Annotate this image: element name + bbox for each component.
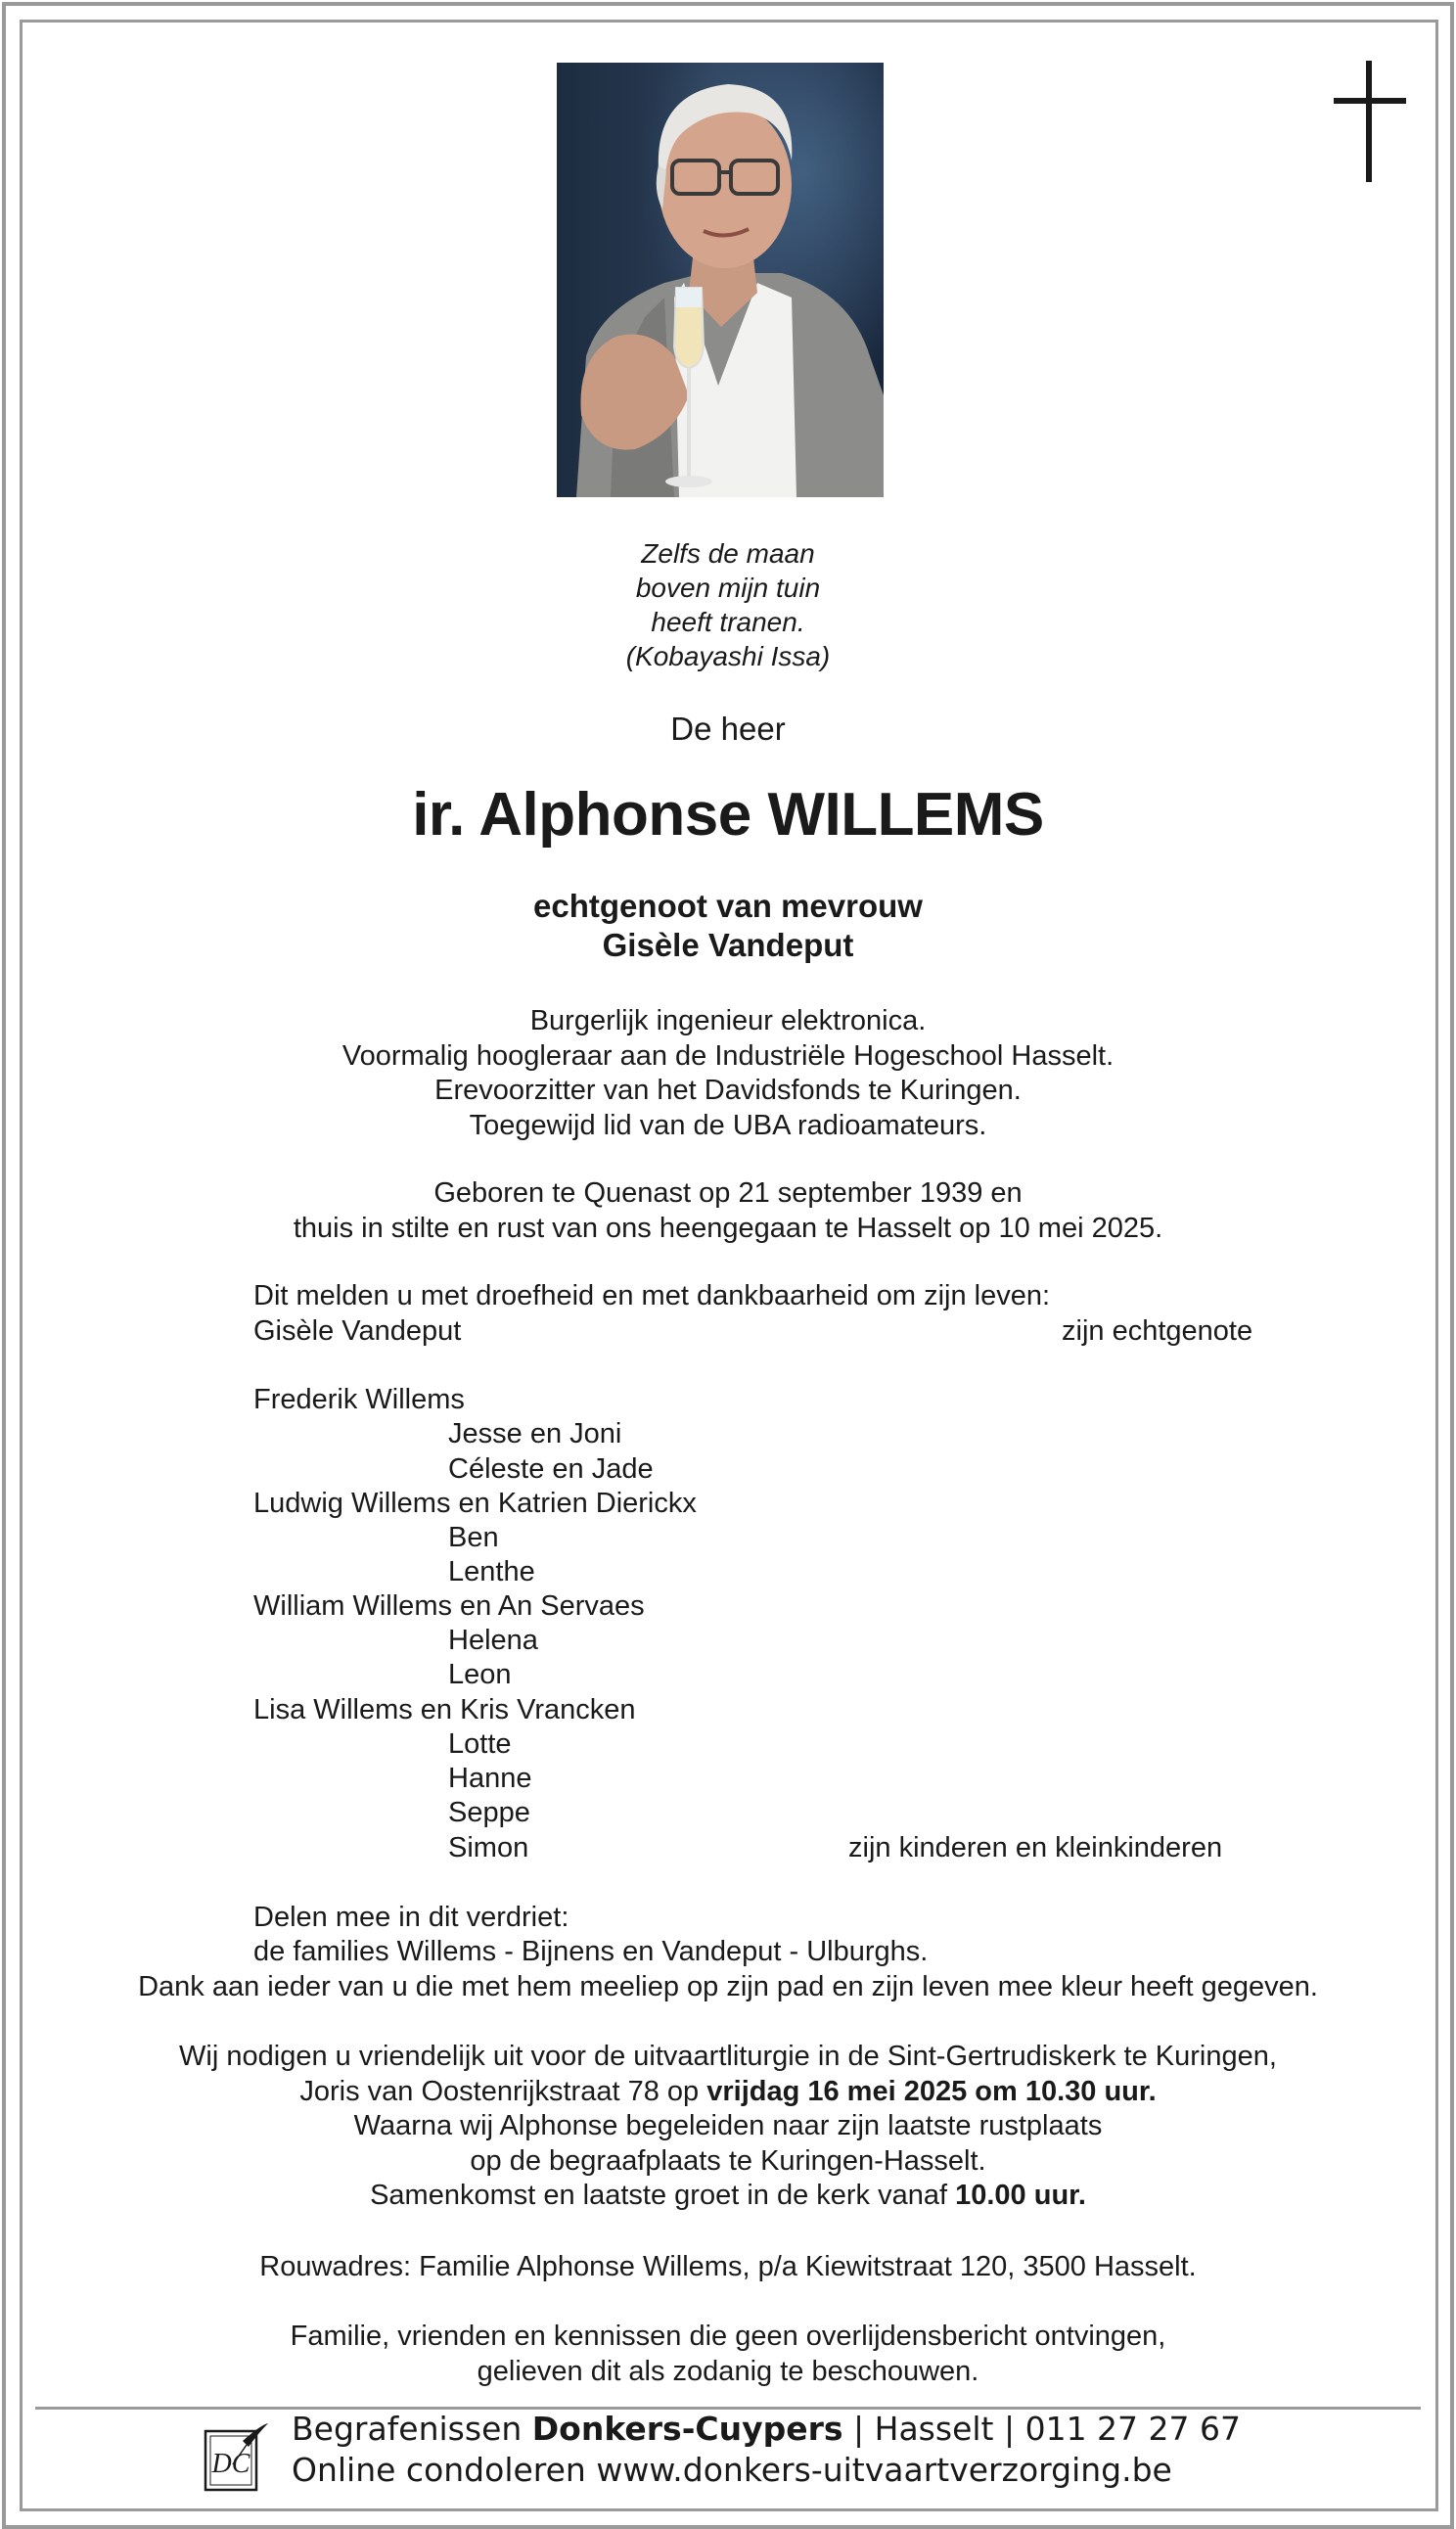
footer-company-line — [292, 2410, 1241, 2448]
grandchild-name: Lenthe — [448, 1556, 535, 1587]
cross-icon — [1334, 61, 1406, 182]
footer-company: Donkers-Cuypers — [531, 2410, 843, 2448]
wife-role: zijn echtgenote — [1062, 1315, 1253, 1347]
grandchild-name: Lotte — [448, 1728, 512, 1760]
bio-line: Burgerlijk ingenieur elektronica. — [529, 1005, 927, 1036]
portrait-photo — [557, 63, 884, 497]
child-name: Frederik Willems — [253, 1384, 465, 1415]
grandchild-name: Ben — [448, 1522, 499, 1553]
grandchild-name: Leon — [448, 1659, 512, 1690]
child-name: Lisa Willems en Kris Vrancken — [253, 1694, 636, 1725]
deceased-name: ir. Alphonse WILLEMS — [412, 781, 1044, 849]
poem-line: boven mijn tuin — [635, 573, 821, 603]
funeral-line: Wij nodigen u vriendelijk uit voor de uitvaartliturgie in de Sint-Gertrudiskerk te Kuringen, — [179, 2041, 1277, 2072]
announce-intro: Dit melden u met droefheid en met dankbaarheid om zijn leven: — [253, 1280, 1051, 1311]
notice — [0, 2320, 1456, 2389]
funeral-date: vrijdag 16 mei 2025 om 10.30 uur. — [706, 2075, 1157, 2107]
footer-online-condolence[interactable]: Online condoleren www.donkers-uitvaartverzorging.be — [292, 2451, 1172, 2489]
funeral-info — [0, 2040, 1456, 2214]
spouse-block — [0, 887, 1456, 965]
title-prefix: De heer — [670, 711, 786, 747]
child-name: William Willems en An Servaes — [253, 1590, 645, 1622]
notice-line: Familie, vrienden en kennissen die geen overlijdensbericht ontvingen, — [290, 2321, 1166, 2352]
footer-contact: | Hasselt | 011 27 27 67 — [842, 2410, 1242, 2448]
gathering-text: Samenkomst en laatste groet in de kerk vanaf — [370, 2180, 956, 2211]
funeral-line: Waarna wij Alphonse begeleiden naar zijn laatste rustplaats — [353, 2110, 1103, 2141]
birth-line: Geboren te Quenast op 21 september 1939 en — [433, 1177, 1023, 1209]
funeral-line: op de begraafplaats te Kuringen-Hasselt. — [470, 2144, 986, 2177]
child-name: Ludwig Willems en Katrien Dierickx — [253, 1488, 697, 1519]
grandchild-name: Jesse en Joni — [448, 1418, 622, 1449]
poem-line: heeft tranen. — [651, 607, 805, 637]
biography — [0, 1004, 1456, 1143]
logo-letters: DC — [211, 2449, 250, 2479]
bio-line: Toegewijd lid van de UBA radioamateurs. — [469, 1109, 987, 1141]
mourning-address: Rouwadres: Familie Alphonse Willems, p/a Kiewitstraat 120, 3500 Hasselt. — [259, 2251, 1197, 2282]
poem — [0, 536, 1456, 673]
grandchild-name: Céleste en Jade — [448, 1453, 654, 1485]
notice-line: gelieven dit als zodanig te beschouwen. — [477, 2355, 979, 2387]
bio-line: Voormalig hoogleraar aan de Industriële Hogeschool Hasselt. — [341, 1039, 1115, 1072]
funeral-home-logo — [204, 2421, 270, 2494]
share-intro: Delen mee in dit verdriet: — [253, 1902, 569, 1933]
share-families: de families Willems - Bijnens en Vandeput - Ulburghs. — [253, 1936, 929, 1967]
grandchild-name: Seppe — [448, 1797, 530, 1828]
wife-name: Gisèle Vandeput — [253, 1315, 462, 1347]
gathering-time: 10.00 uur. — [955, 2180, 1086, 2211]
funeral-line — [0, 2179, 1456, 2214]
spouse-name: Gisèle Vandeput — [602, 927, 854, 963]
grandchild-name: Simon — [448, 1832, 529, 1863]
thanks-line: Dank aan ieder van u die met hem meeliep op zijn pad en zijn leven mee kleur heeft gegeven. — [138, 1971, 1318, 2002]
death-line: thuis in stilte en rust van ons heengegaan te Hasselt op 10 mei 2025. — [293, 1212, 1163, 1244]
grandchild-name: Hanne — [448, 1763, 532, 1794]
bio-line: Erevoorzitter van het Davidsfonds te Kuringen. — [434, 1075, 1022, 1106]
funeral-line — [0, 2075, 1456, 2110]
footer-prefix: Begrafenissen — [292, 2410, 532, 2448]
grandchild-name: Helena — [448, 1625, 538, 1656]
poem-line: Zelfs de maan — [641, 538, 815, 569]
funeral-address: Joris van Oostenrijkstraat 78 op — [299, 2075, 707, 2107]
spouse-line: echtgenoot van mevrouw — [533, 888, 923, 924]
family-role: zijn kinderen en kleinkinderen — [848, 1832, 1223, 1863]
poem-author: (Kobayashi Issa) — [625, 641, 831, 671]
birth-death — [0, 1176, 1456, 1246]
